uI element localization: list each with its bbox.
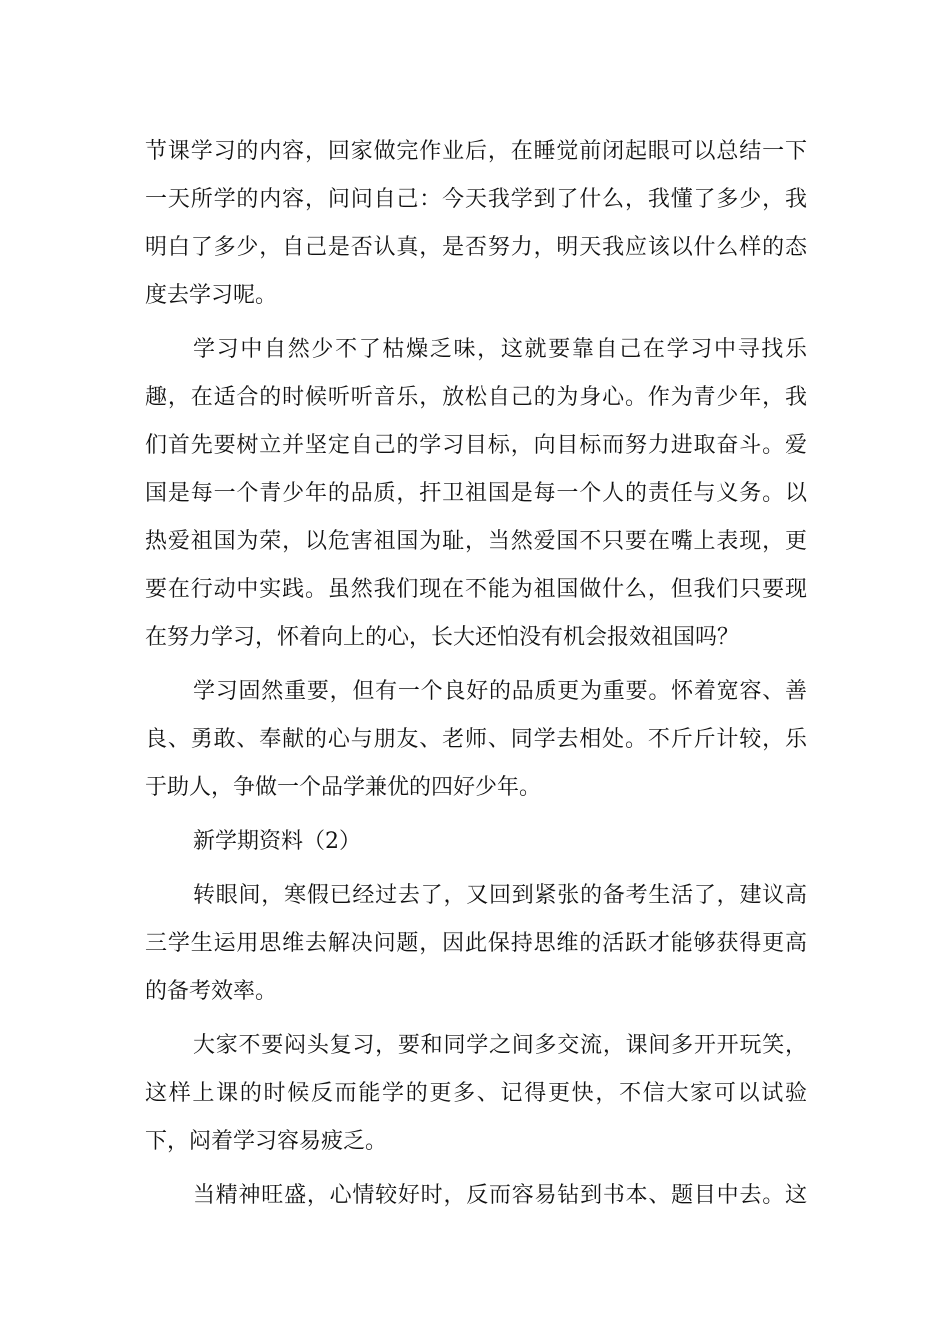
text-line: 热爱祖国为荣，以危害祖国为耻，当然爱国不只要在嘴上表现，更 xyxy=(145,529,807,554)
text-line: 要在行动中实践。虽然我们现在不能为祖国做什么，但我们只要现 xyxy=(145,577,807,602)
text-line: 于助人，争做一个品学兼优的四好少年。 xyxy=(145,775,542,800)
text-line: 下，闷着学习容易疲乏。 xyxy=(145,1129,388,1154)
text-line: 这样上课的时候反而能学的更多、记得更快，不信大家可以试验 xyxy=(145,1081,807,1106)
paragraph-1 xyxy=(145,128,807,320)
text-line: 一天所学的内容，问问自己：今天我学到了什么，我懂了多少，我 xyxy=(145,187,807,212)
text-line: 当精神旺盛，心情较好时，反而容易钻到书本、题目中去。这 xyxy=(193,1183,807,1208)
text-line: 国是每一个青少年的品质，扞卫祖国是每一个人的责任与义务。以 xyxy=(145,481,807,506)
text-line: 的备考效率。 xyxy=(145,979,278,1004)
text-line: 良、勇敢、奉献的心与朋友、老师、同学去相处。不斤斤计较，乐 xyxy=(145,727,807,752)
text-line: 学习固然重要，但有一个良好的品质更为重要。怀着宽容、善 xyxy=(193,679,807,704)
section-heading xyxy=(145,818,807,866)
paragraph-6 xyxy=(145,1172,807,1220)
heading-line: 新学期资料（2） xyxy=(193,829,361,854)
text-line: 们首先要树立并坚定自己的学习目标，向目标而努力进取奋斗。爱 xyxy=(145,433,807,458)
text-line: 三学生运用思维去解决问题，因此保持思维的活跃才能够获得更高 xyxy=(145,931,807,956)
text-line: 度去学习呢。 xyxy=(145,283,278,308)
text-line: 明白了多少，自己是否认真，是否努力，明天我应该以什么样的态 xyxy=(145,235,807,260)
document-page xyxy=(145,128,807,1220)
paragraph-2 xyxy=(145,326,807,662)
text-line: 大家不要闷头复习，要和同学之间多交流，课间多开开玩笑， xyxy=(193,1033,807,1058)
text-line: 趣，在适合的时候听听音乐，放松自己的为身心。作为青少年，我 xyxy=(145,385,807,410)
paragraph-4 xyxy=(145,872,807,1016)
text-line: 学习中自然少不了枯燥乏味，这就要靠自己在学习中寻找乐 xyxy=(193,337,807,362)
paragraph-3 xyxy=(145,668,807,812)
text-line: 转眼间，寒假已经过去了，又回到紧张的备考生活了，建议高 xyxy=(193,883,807,908)
paragraph-5 xyxy=(145,1022,807,1166)
text-line: 节课学习的内容，回家做完作业后，在睡觉前闭起眼可以总结一下 xyxy=(145,139,807,164)
text-line: 在努力学习，怀着向上的心，长大还怕没有机会报效祖国吗？ xyxy=(145,625,740,650)
